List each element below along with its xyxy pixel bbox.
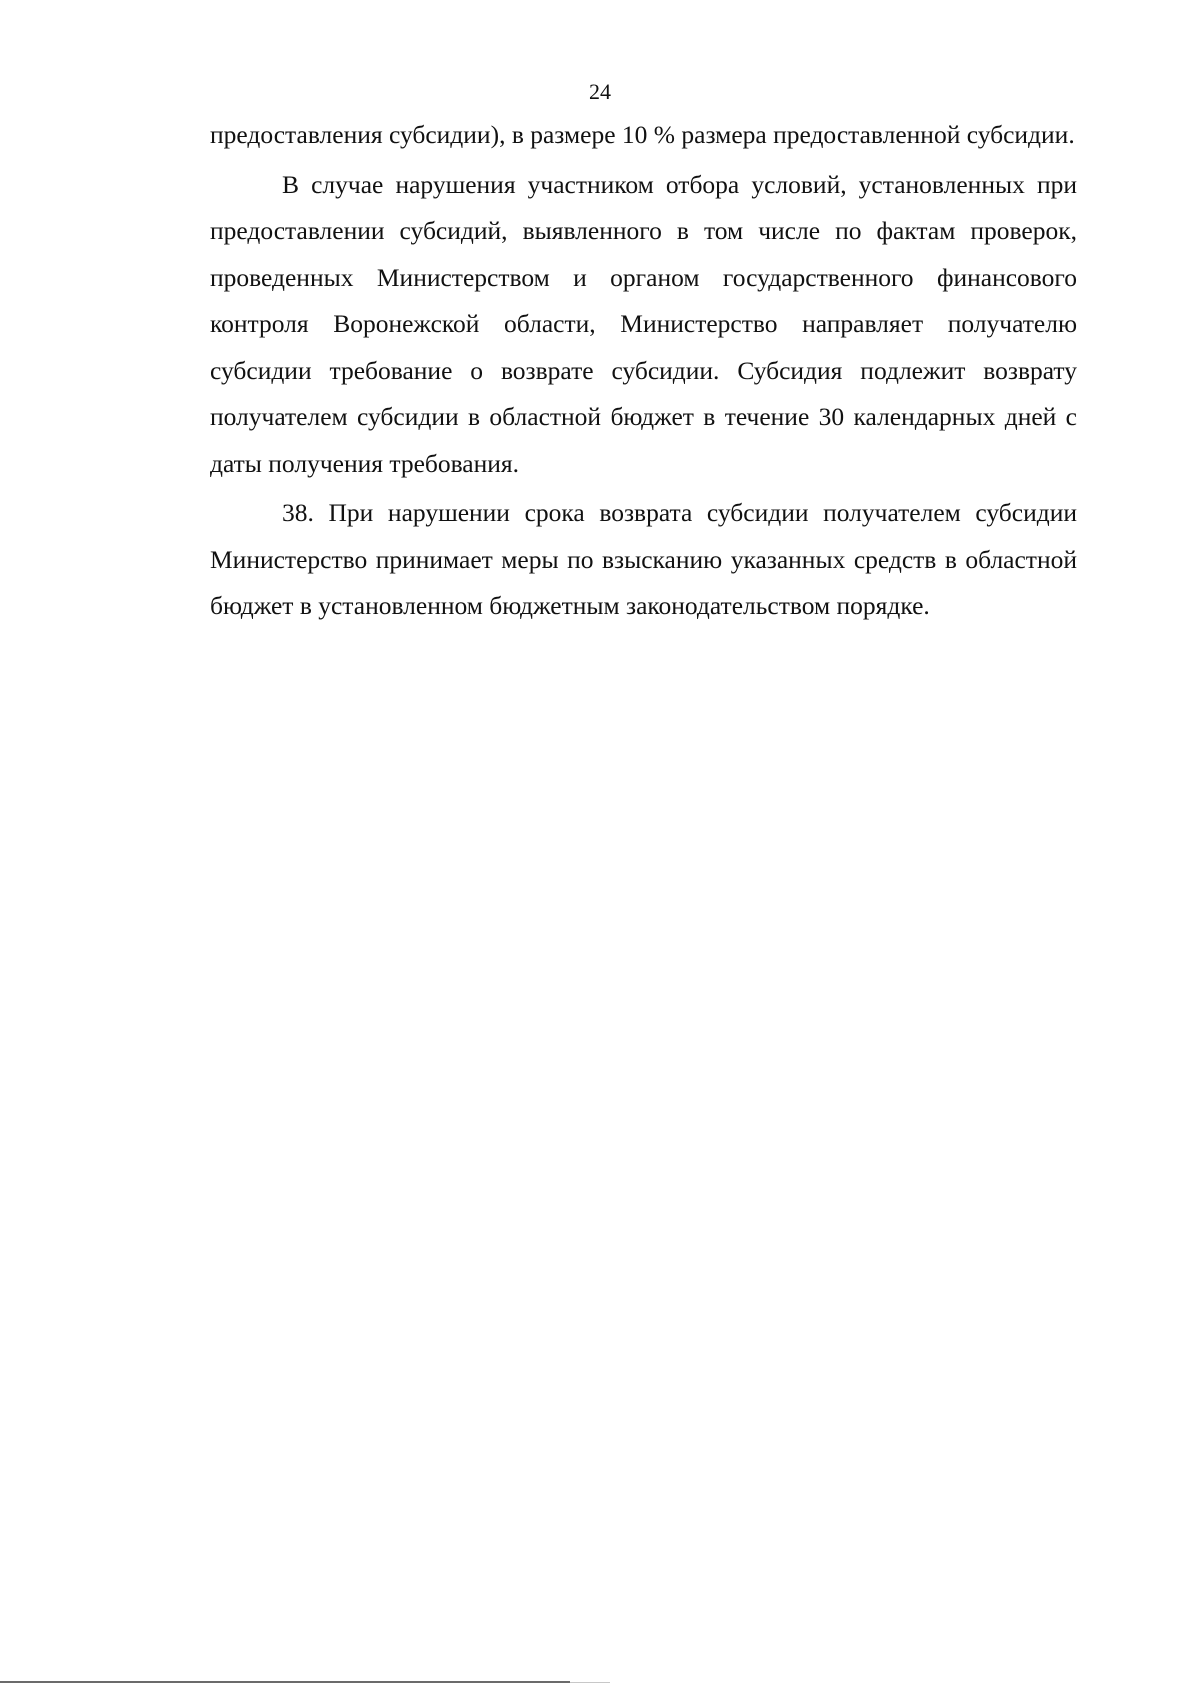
- paragraph-item-38: 38. При нарушении срока возврата субсидии получателем субсидии Министерство принимает меры по взысканию указанных средств в областной бюджет в установленном бюджетным законодательством порядке.: [210, 498, 1077, 620]
- page-number: 24: [589, 79, 611, 104]
- bottom-divider-line-faint: [570, 1682, 610, 1683]
- paragraph-continuation: предоставления субсидии), в размере 10 % размера предоставленной субсидии.: [210, 120, 1075, 149]
- bottom-divider-line: [0, 1681, 570, 1683]
- paragraph-violation-return: В случае нарушения участником отбора условий, установленных при предоставлении субсидий, выявленного в том числе по фактам проверок, проведенных Министерством и органом государственного финансового контроля Воронежской области, Министерство направляет получателю субсидии требование о возврате субсидии. Субсидия подлежит возврату получателем субсидии в областной бюджет в течение 30 календарных дней с даты получения требования.: [210, 169, 1077, 478]
- document-body: [210, 112, 1077, 630]
